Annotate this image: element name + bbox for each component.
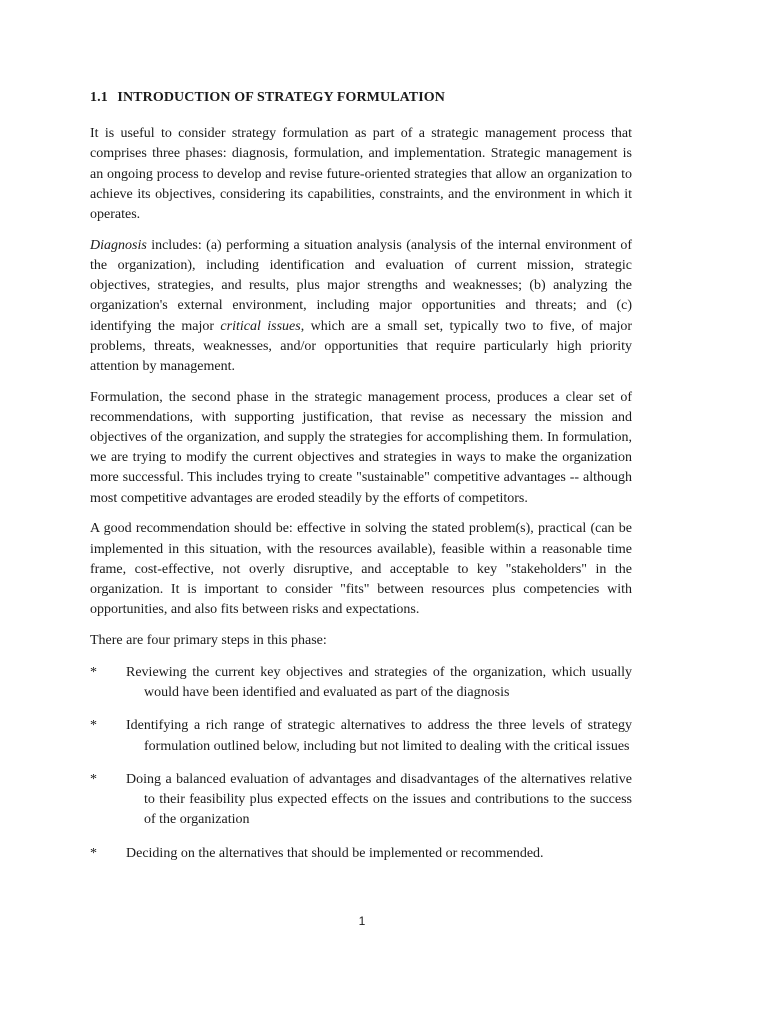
page-number: 1 xyxy=(358,914,366,928)
bullet-marker: * xyxy=(90,665,97,681)
paragraph-steps-intro: There are four primary steps in this phase: xyxy=(90,632,327,648)
list-item xyxy=(90,844,632,864)
section-heading xyxy=(90,88,632,108)
list-item-text: Reviewing the current key objectives and strategies of the organization, which usually would have been identified and evaluated as part of the diagnosis xyxy=(126,665,632,701)
document-page xyxy=(90,88,632,877)
diagnosis-text-2: , which are a small set, typically two to five, of major problems, threats, weaknesses, and/or opportunities that require particularly high priority attention by management. xyxy=(90,318,632,374)
bullet-marker: * xyxy=(90,771,97,787)
paragraph-formulation: Formulation, the second phase in the strategic management process, produces a clear set of recommendations, with supporting justification, that revise as necessary the mission and objectives of the organization, and supply the strategies for accomplishing them. In formulation, we are trying to modify the current objectives and strategies in ways to make the organization more successful. This includes trying to create "sustainable" competitive advantages -- although most competitive advantages are eroded steadily by the efforts of competitors. xyxy=(90,389,632,506)
bullet-marker: * xyxy=(90,845,97,861)
list-item xyxy=(90,770,632,831)
paragraph-intro: It is useful to consider strategy formulation as part of a strategic management process that comprises three phases: diagnosis, formulation, and implementation. Strategic management is an ongoing process to develop and revise future-oriented strategies that allow an organization to achieve its objectives, considering its capabilities, constraints, and the environment in which it operates. xyxy=(90,126,632,223)
steps-list xyxy=(90,663,632,864)
paragraph-diagnosis xyxy=(90,236,632,377)
list-item-text: Doing a balanced evaluation of advantages and disadvantages of the alternatives relative to their feasibility plus expected effects on the issues and contributions to the success of the organization xyxy=(126,771,632,828)
list-item xyxy=(90,663,632,703)
list-item-text: Deciding on the alternatives that should be implemented or recommended. xyxy=(126,845,544,861)
list-item-text: Identifying a rich range of strategic alternatives to address the three levels of strategy formulation outlined below, including but not limited to dealing with the critical issues xyxy=(126,718,632,754)
diagnosis-term: Diagnosis xyxy=(90,237,147,253)
bullet-marker: * xyxy=(90,718,97,734)
section-title: INTRODUCTION OF STRATEGY FORMULATION xyxy=(117,90,445,105)
paragraph-recommendation: A good recommendation should be: effective in solving the stated problem(s), practical (can be implemented in this situation, with the resources available), feasible within a reasonable time frame, cost-effective, not overly disruptive, and acceptable to key "stakeholders" in the organization. It is important to consider "fits" between resources plus competencies with opportunities, and also fits between risks and expectations. xyxy=(90,521,632,618)
diagnosis-text-1: includes: (a) performing a situation analysis (analysis of the internal environment of the organization), including identification and evaluation of current mission, strategic objectives, strategies, and results, plus major strengths and weaknesses; (b) analyzing the organization's external environment, including major opportunities and threats; and (c) identifying the major xyxy=(90,237,632,334)
critical-issues-term: critical issues xyxy=(220,318,301,334)
list-item xyxy=(90,716,632,756)
section-number: 1.1 xyxy=(90,90,108,105)
